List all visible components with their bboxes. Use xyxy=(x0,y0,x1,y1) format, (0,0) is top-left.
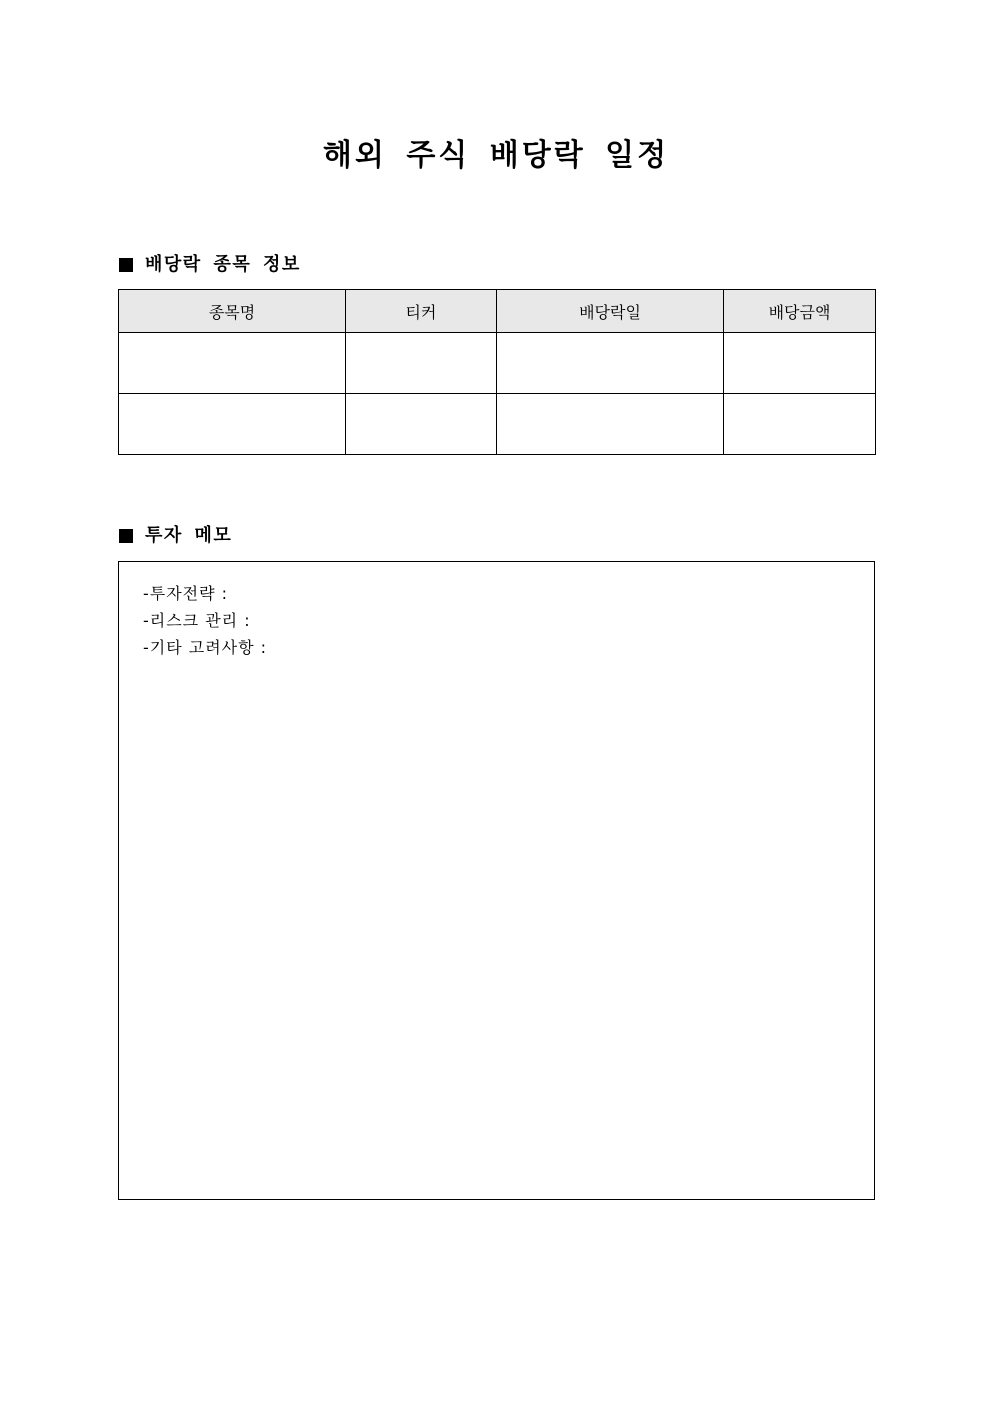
table-cell-dividend-amount[interactable] xyxy=(724,333,876,394)
column-header-ex-dividend-date: 배당락일 xyxy=(497,290,724,333)
table-cell-dividend-amount[interactable] xyxy=(724,394,876,455)
section-heading-text: 투자 메모 xyxy=(145,525,233,546)
section-heading-dividend-info xyxy=(119,253,301,277)
document-title: 해외 주식 배당락 일정 xyxy=(322,138,670,173)
investment-memo-box[interactable] xyxy=(118,561,875,1200)
table-cell-ex-dividend-date[interactable] xyxy=(497,333,724,394)
section-heading-investment-memo xyxy=(119,524,232,548)
section-heading-text: 배당락 종목 정보 xyxy=(145,254,301,275)
memo-line-risk-management: -리스크 관리 : xyxy=(143,611,251,630)
table-header-row xyxy=(119,290,876,333)
square-bullet-icon xyxy=(119,529,133,543)
dividend-info-table xyxy=(118,289,876,455)
table-cell-ex-dividend-date[interactable] xyxy=(497,394,724,455)
table-cell-ticker[interactable] xyxy=(346,333,497,394)
column-header-dividend-amount: 배당금액 xyxy=(724,290,876,333)
table-cell-ticker[interactable] xyxy=(346,394,497,455)
square-bullet-icon xyxy=(119,258,133,272)
column-header-stock-name: 종목명 xyxy=(119,290,346,333)
table-cell-stock-name[interactable] xyxy=(119,394,346,455)
memo-line-strategy: -투자전략 : xyxy=(143,584,229,603)
table-row xyxy=(119,394,876,455)
table-cell-stock-name[interactable] xyxy=(119,333,346,394)
memo-line-other-considerations: -기타 고려사항 : xyxy=(143,638,268,657)
table-row xyxy=(119,333,876,394)
memo-lines xyxy=(143,580,267,661)
column-header-ticker: 티커 xyxy=(346,290,497,333)
